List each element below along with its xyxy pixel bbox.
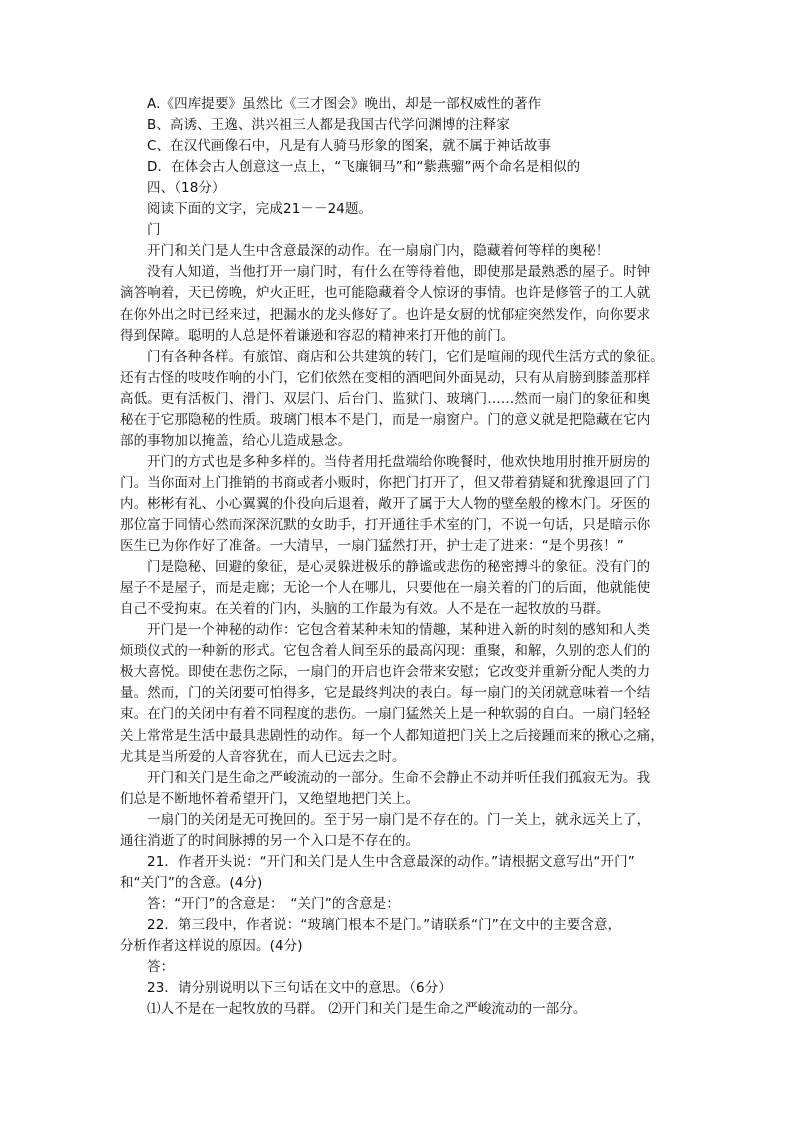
text-line: 开门和关门是生命之严峻流动的一部分。生命不会静止不动并听任我们孤寂无为。我 xyxy=(147,769,651,786)
text-line: 四、（18分） xyxy=(147,180,226,197)
text-line: 一扇门的关闭是无可挽回的。至于另一扇门是不存在的。门一关上，就永远关上了， xyxy=(147,811,651,828)
text-line: 开门和关门是人生中含意最深的动作。在一扇扇门内，隐藏着何等样的奥秘！ xyxy=(147,243,610,260)
text-line: 秘在于它那隐秘的性质。玻璃门根本不是门，而是一扇窗户。门的意义就是把隐藏在它内 xyxy=(120,411,651,428)
text-line: 得到保障。聪明的人总是怀着谦逊和容忍的精神来打开他的前门。 xyxy=(120,327,515,344)
text-line: C、在汉代画像石中，凡是有人骑马形象的图案，就不属于神话故事 xyxy=(147,138,551,155)
text-line: 答： xyxy=(147,959,175,976)
text-line: 尤其是当所爱的人音容犹在，而人已远去之时。 xyxy=(120,748,406,765)
text-line: 门。当你面对上门推销的书商或者小贩时，你把门打开了，但又带着猜疑和犹豫退回了门 xyxy=(120,474,651,491)
text-line: 通往消逝了的时间脉搏的另一个入口是不存在的。 xyxy=(120,832,420,849)
text-line: 屋子不是屋子，而是走廊；无论一个人在哪儿，只要他在一扇关着的门的后面，他就能使 xyxy=(120,580,651,597)
text-line: 还有古怪的吱吱作响的小门，它们依然在变相的酒吧间外面晃动，只有从肩膀到膝盖那样 xyxy=(120,369,651,386)
text-line: 部的事物加以掩盖，给心儿造成悬念。 xyxy=(120,432,352,449)
text-line: 束。在门的关闭中有着不同程度的悲伤。一扇门猛然关上是一种软弱的自白。一扇门轻轻 xyxy=(120,706,651,723)
text-line: 滴答响着，天已傍晚，炉火正旺，也可能隐藏着令人惊讶的事情。也许是修管子的工人就 xyxy=(120,285,651,302)
text-line: 自己不受拘束。在关着的门内，头脑的工作最为有效。人不是在一起牧放的马群。 xyxy=(120,601,610,618)
text-line: D．在体会古人创意这一点上，“飞廉铜马”和“紫燕骝”两个命名是相似的 xyxy=(147,159,581,176)
text-line: 开门是一个神秘的动作：它包含着某种未知的情趣，某种进入新的时刻的感知和人类 xyxy=(147,622,651,639)
text-line: 没有人知道，当他打开一扇门时，有什么在等待着他，即使那是最熟悉的屋子。时钟 xyxy=(147,264,651,281)
text-line: 量。然而，门的关闭要可怕得多，它是最终判决的表白。每一扇门的关闭就意味着一个结 xyxy=(120,685,651,702)
text-line: ⑴人不是在一起牧放的马群。 ⑵开门和关门是生命之严峻流动的一部分。 xyxy=(147,1001,587,1018)
text-line: 极大喜悦。即使在悲伤之际，一扇门的开启也许会带来安慰；它改变并重新分配人类的力 xyxy=(120,664,651,681)
text-line: 答：“开门”的含意是： “关门”的含意是： xyxy=(147,895,400,912)
text-line: A.《四库提要》虽然比《三才图会》晚出，却是一部权威性的著作 xyxy=(147,96,542,112)
text-line: 那位富于同情心然而深深沉默的女助手，打开通往手术室的门，不说一句话，只是暗示你 xyxy=(120,517,651,533)
text-line: 22．第三段中，作者说：“玻璃门根本不是门。”请联系“门”在文中的主要含意， xyxy=(147,916,622,933)
text-line: B、高诱、王逸、洪兴祖三人都是我国古代学问渊博的注释家 xyxy=(147,117,510,134)
text-line: 们总是不断地怀着希望开门，又绝望地把门关上。 xyxy=(120,790,420,807)
text-line: 门是隐秘、回避的象征，是心灵躲进极乐的静谧或悲伤的秘密搏斗的象征。没有门的 xyxy=(147,559,651,576)
text-line: 门有各种各样。有旅馆、商店和公共建筑的转门，它们是喧闹的现代生活方式的象征。 xyxy=(147,348,664,365)
text-line: 在你外出之时已经来过，把漏水的龙头修好了。也许是女厨的忧郁症突然发作，向你要求 xyxy=(120,306,651,323)
text-line: 医生已为你作好了准备。一大清早，一扇门猛然打开，护士走了进来：“是个男孩！” xyxy=(120,538,624,555)
text-line: 21．作者开头说：“开门和关门是人生中含意最深的动作。”请根据文意写出“开门” xyxy=(147,853,635,870)
text-line: 分析作者这样说的原因。(4分) xyxy=(120,938,303,954)
text-line: 内。彬彬有礼、小心翼翼的仆役向后退着，敞开了属于大人物的壁垒般的橡木门。牙医的 xyxy=(120,495,651,512)
text-line: 开门的方式也是多种多样的。当侍者用托盘端给你晚餐时，他欢快地用肘推开厨房的 xyxy=(147,453,651,470)
text-line: 阅读下面的文字，完成21－－24题。 xyxy=(147,201,373,218)
text-line: 烦琐仪式的一种新的形式。它包含着人间至乐的最高闪现：重聚，和解，久别的恋人们的 xyxy=(120,643,651,660)
text-line: 高低。更有活板门、滑门、双层门、后台门、监狱门、玻璃门……然而一扇门的象征和奥 xyxy=(120,390,651,407)
text-line: 门 xyxy=(147,222,161,239)
text-line: 和“关门”的含意。(4分) xyxy=(120,874,263,891)
text-line: 关上常常是生活中最具悲剧性的动作。每一个人都知道把门关上之后接踵而来的揪心之痛， xyxy=(120,727,664,744)
text-line: 23．请分别说明以下三句话在文中的意思。（6分） xyxy=(147,980,452,997)
